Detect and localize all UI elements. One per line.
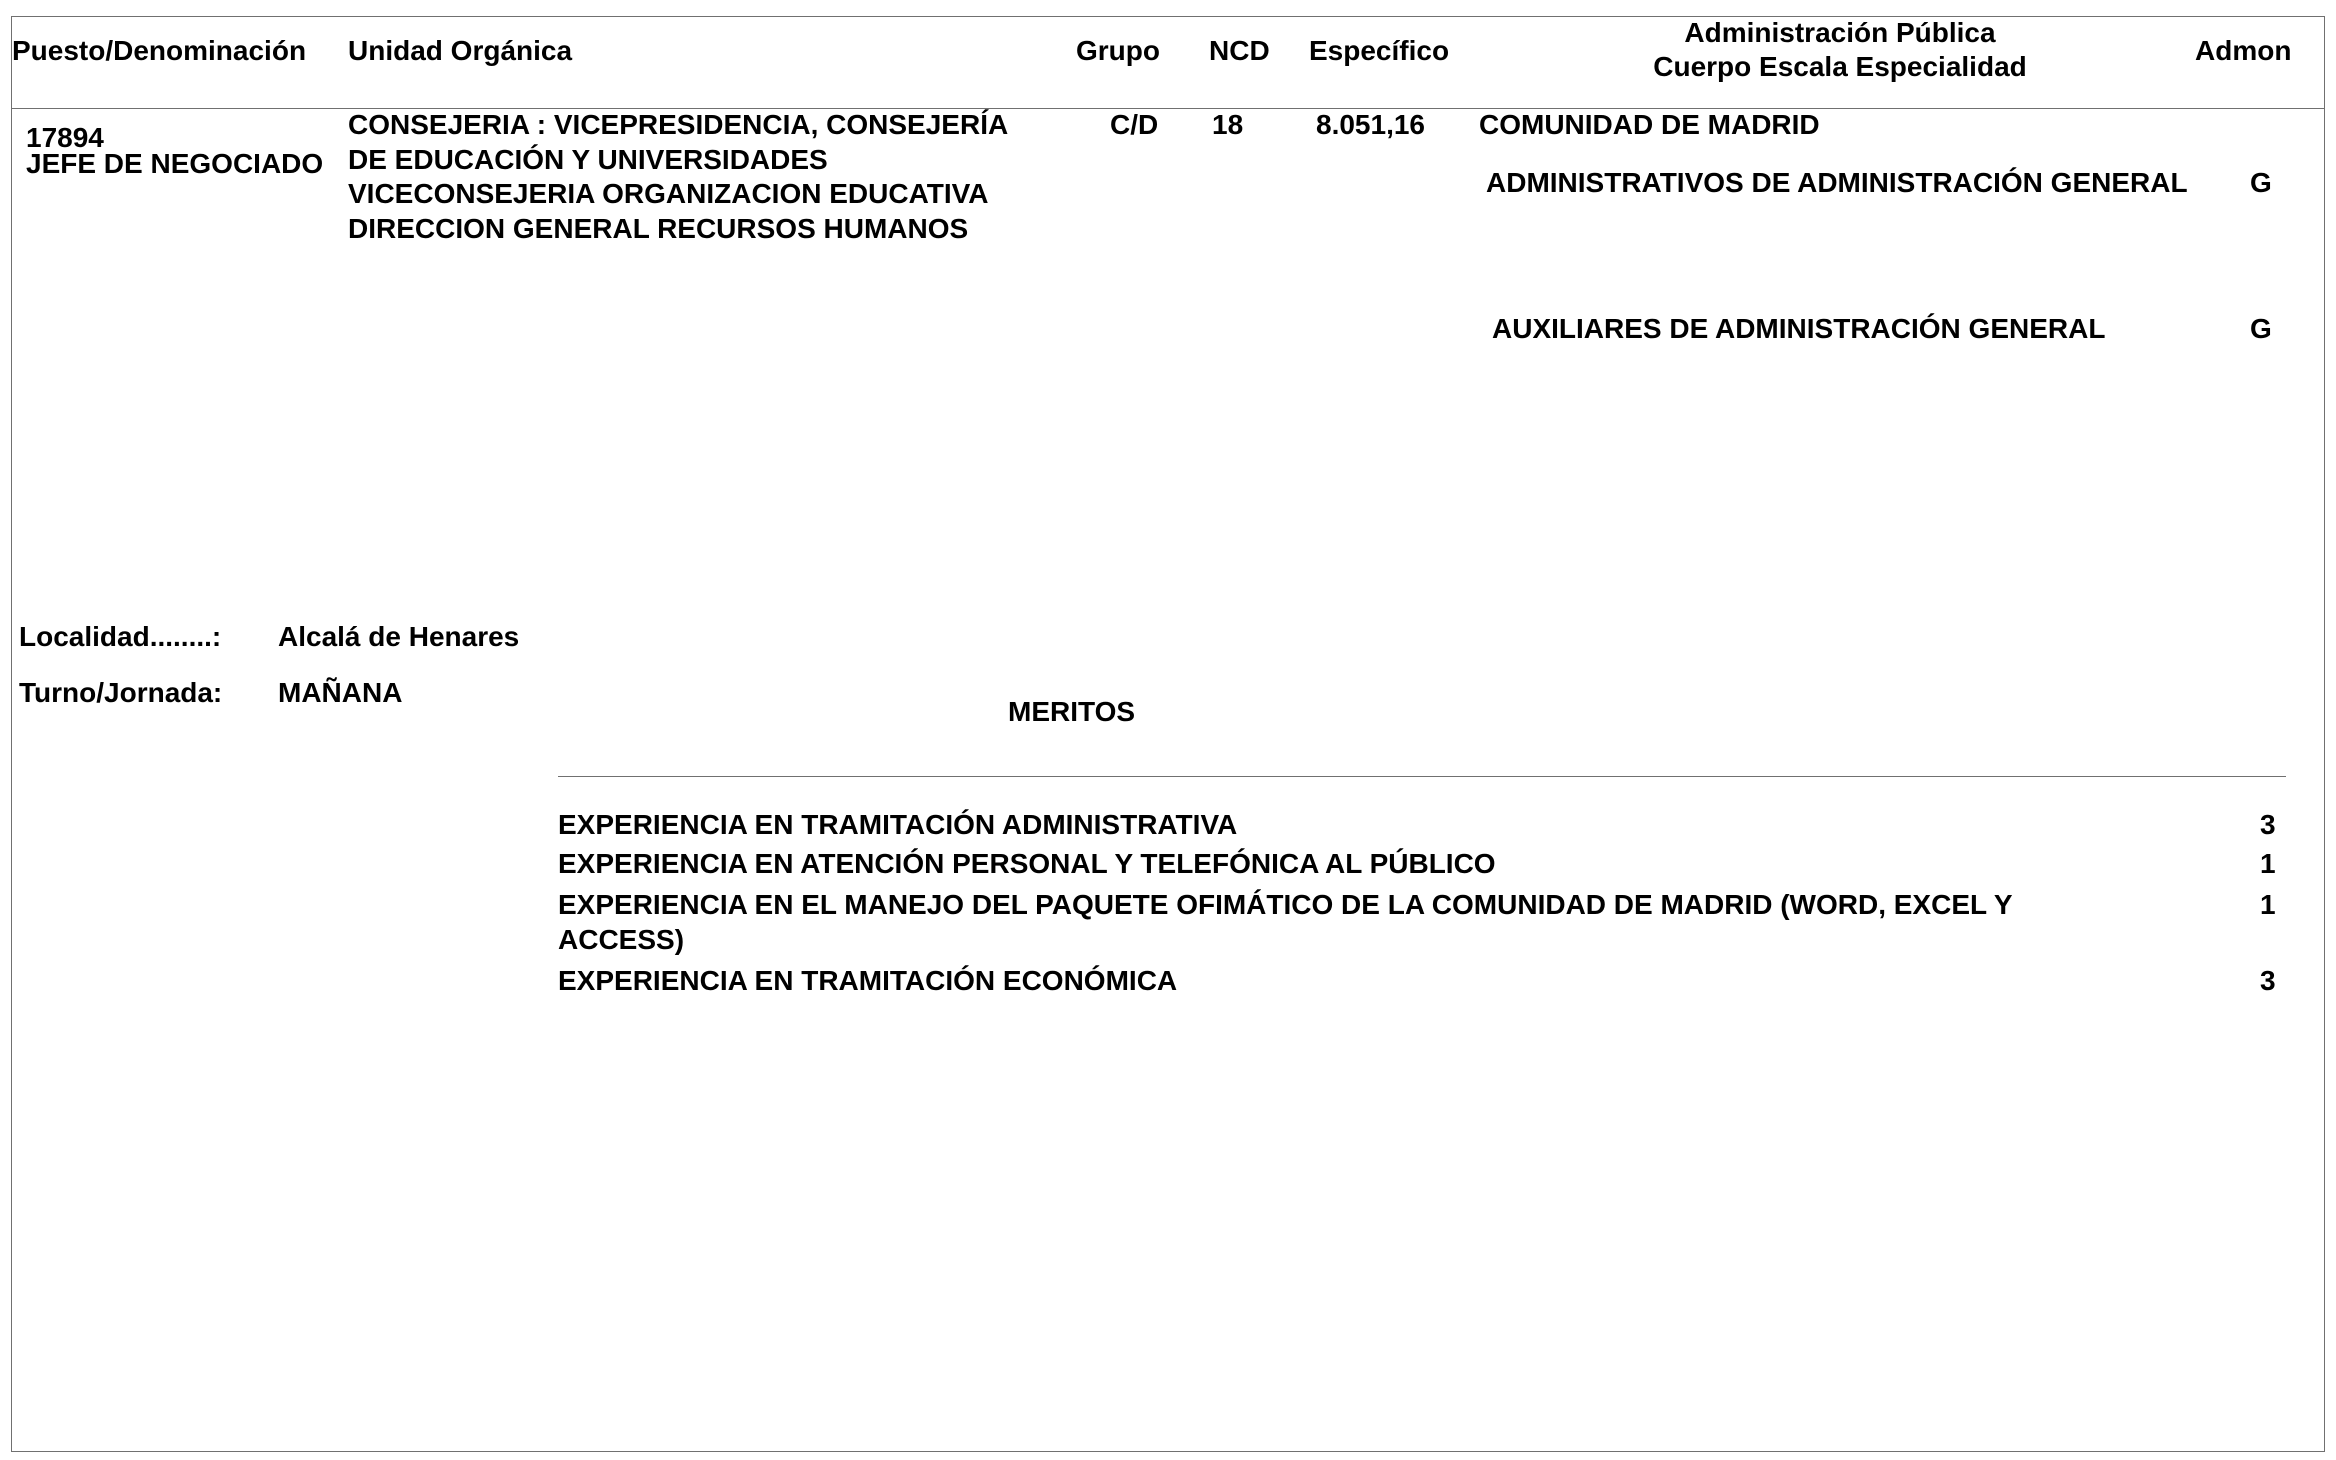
unidad-line: CONSEJERIA : VICEPRESIDENCIA, CONSEJERÍA <box>348 109 1009 140</box>
ncd-value: 18 <box>1212 109 1244 140</box>
merito-points: 3 <box>2260 965 2276 996</box>
cuerpo-nombre: ADMINISTRATIVOS DE ADMINISTRACIÓN GENERAL <box>1486 167 2188 198</box>
cuerpo-nombre: AUXILIARES DE ADMINISTRACIÓN GENERAL <box>1492 313 2106 344</box>
header-grupo: Grupo <box>1076 35 1160 66</box>
merito-points: 1 <box>2260 889 2276 920</box>
header-admin-publica: Administración Pública <box>1684 17 1996 48</box>
puesto-denominacion: JEFE DE NEGOCIADO <box>26 148 324 179</box>
localidad-label: Localidad........: <box>19 621 222 652</box>
merito-text: EXPERIENCIA EN ATENCIÓN PERSONAL Y TELEFÓNICA AL PÚBLICO <box>558 848 1496 879</box>
puesto-numero: 17894 <box>26 122 104 153</box>
unidad-line: DE EDUCACIÓN Y UNIVERSIDADES <box>348 144 828 175</box>
header-cuerpo-escala: Cuerpo Escala Especialidad <box>1653 51 2027 82</box>
meritos-divider <box>558 776 2286 777</box>
header-puesto: Puesto/Denominación <box>12 35 307 66</box>
grupo-value: C/D <box>1110 109 1159 140</box>
turno-label: Turno/Jornada: <box>19 677 223 708</box>
unidad-line: DIRECCION GENERAL RECURSOS HUMANOS <box>348 213 969 244</box>
turno-value: MAÑANA <box>278 677 403 708</box>
especifico-value: 8.051,16 <box>1316 109 1425 140</box>
administracion-value: COMUNIDAD DE MADRID <box>1479 109 1820 140</box>
cuerpo-admon: G <box>2250 167 2272 198</box>
header-especifico: Específico <box>1309 35 1450 66</box>
merito-text: EXPERIENCIA EN TRAMITACIÓN ECONÓMICA <box>558 965 1178 996</box>
header-admon: Admon <box>2195 35 2292 66</box>
merito-text: EXPERIENCIA EN TRAMITACIÓN ADMINISTRATIVA <box>558 809 1238 840</box>
cuerpo-admon: G <box>2250 313 2272 344</box>
merito-text-cont: ACCESS) <box>558 924 685 955</box>
localidad-value: Alcalá de Henares <box>278 621 520 652</box>
unidad-line: VICECONSEJERIA ORGANIZACION EDUCATIVA <box>348 178 989 209</box>
merito-points: 1 <box>2260 848 2276 879</box>
merito-points: 3 <box>2260 809 2276 840</box>
header-ncd: NCD <box>1209 35 1270 66</box>
merito-text: EXPERIENCIA EN EL MANEJO DEL PAQUETE OFIMÁTICO DE LA COMUNIDAD DE MADRID (WORD, EXCEL Y <box>558 889 2013 920</box>
header-unidad: Unidad Orgánica <box>348 35 573 66</box>
meritos-title: MERITOS <box>1008 696 1136 727</box>
